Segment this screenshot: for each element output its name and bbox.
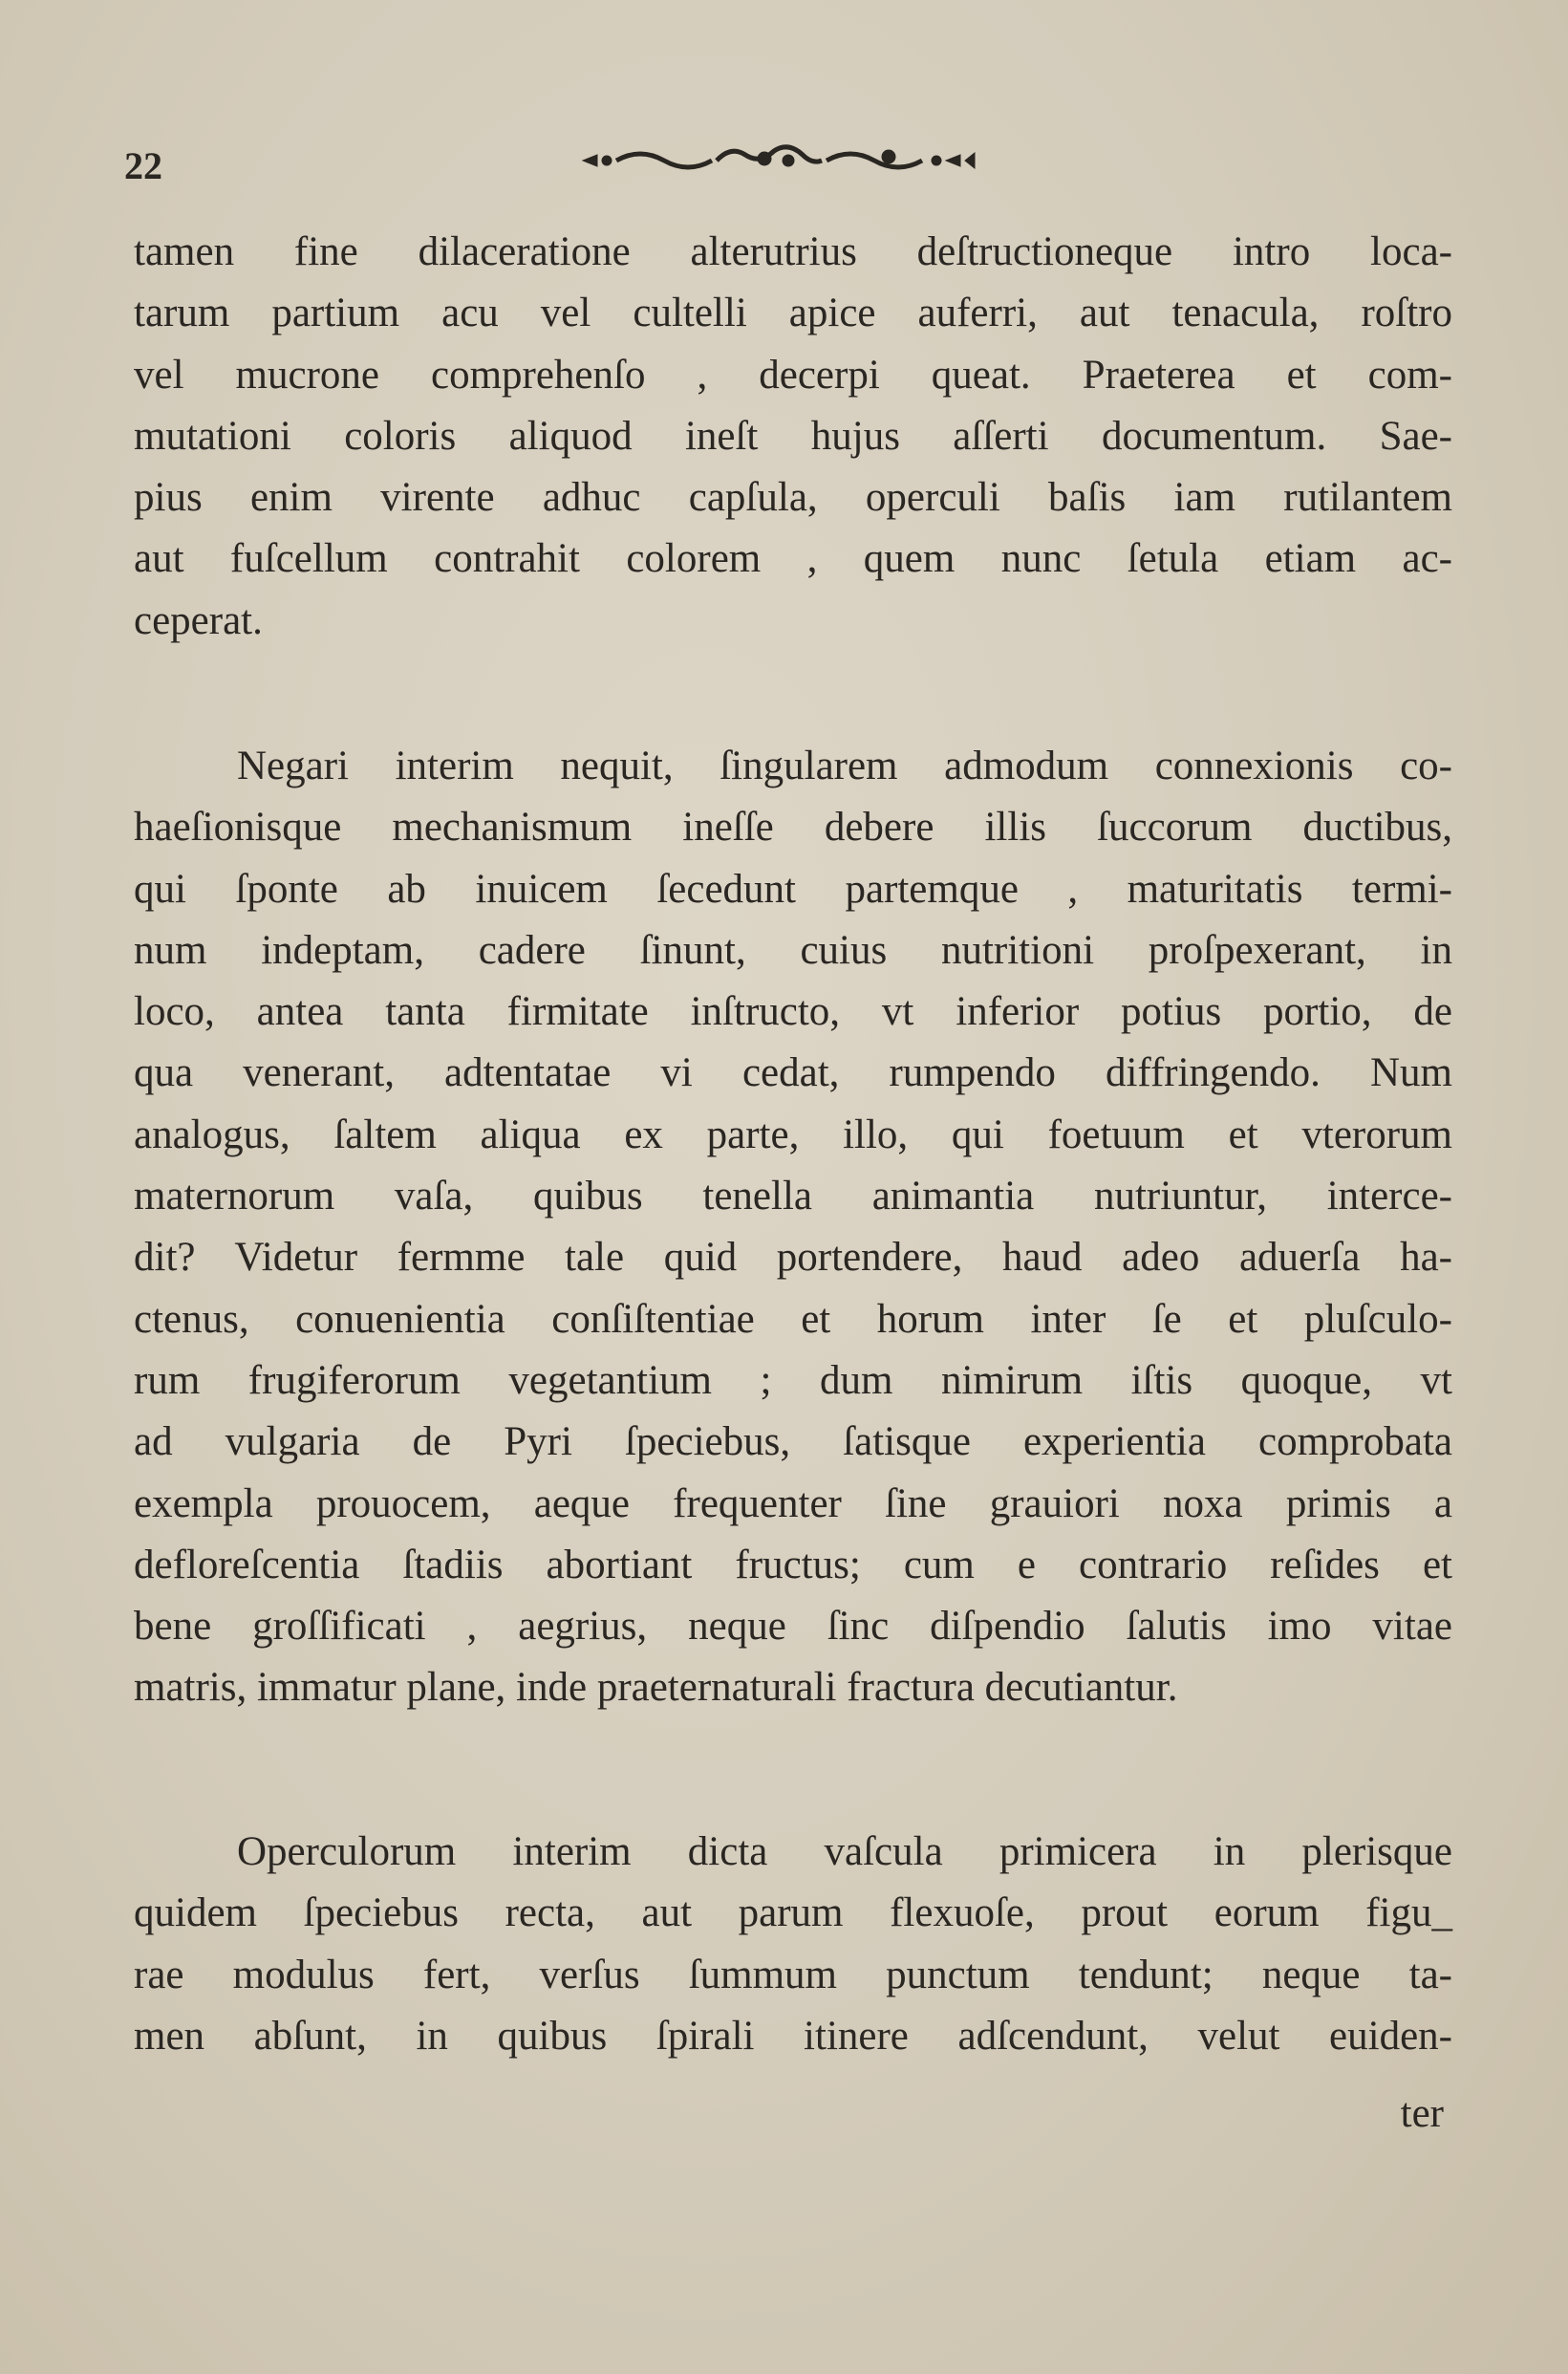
text-line: maternorum vaſa, quibus tenella animantia nutriuntur, interce- [134,1174,1452,1219]
text-line: analogus, ſaltem aliqua ex parte, illo, qui foetuum et vterorum [134,1111,1452,1157]
running-header [124,134,1443,191]
text-line: matris, immatur plane, inde praeternaturali fractura decutiantur. [134,1665,1178,1711]
paragraph-3 [134,1822,1452,2067]
text-line: exempla prouocem, aeque frequenter ſine grauiori noxa primis a [134,1480,1452,1526]
text-line: qua venerant, adtentatae vi cedat, rumpendo diffringendo. Num [134,1050,1452,1096]
text-line: ctenus, conuenientia conſiſtentiae et horum inter ſe et pluſculo- [134,1296,1452,1342]
text-line: bene groſſificati , aegrius, neque ſinc diſpendio ſalutis imo vitae [134,1604,1452,1650]
text-line: tarum partium acu vel cultelli apice auferri, aut tenacula, roſtro [134,291,1452,336]
text-line: aut fuſcellum contrahit colorem , quem nunc ſetula etiam ac- [134,536,1452,582]
paragraph-1 [134,222,1452,652]
text-line: men abſunt, in quibus ſpirali itinere adſcendunt, velut euiden- [134,2013,1452,2059]
text-line: qui ſponte ab inuicem ſecedunt partemque , maturitatis termi- [134,866,1452,912]
text-line: dit? Videtur fermme tale quid portendere, haud adeo aduerſa ha- [134,1235,1452,1281]
text-line: mutationi coloris aliquod ineſt hujus aſſerti documentum. Sae- [134,413,1452,459]
text-line: Operculorum interim dicta vaſcula primicera in plerisque [237,1829,1452,1874]
text-line: pius enim virente adhuc capſula, operculi baſis iam rutilantem [134,475,1452,521]
text-line: haeſionisque mechanismum ineſſe debere illis ſuccorum ductibus, [134,805,1452,851]
text-line: vel mucrone comprehenſo , decerpi queat. Praeterea et com- [134,352,1452,398]
text-line: defloreſcentia ſtadiis abortiant fructus; cum e contrario reſides et [134,1542,1452,1587]
text-line: num indeptam, cadere ſinunt, cuius nutritioni proſpexerant, in [134,927,1452,973]
paragraph-2 [134,736,1452,1719]
text-line: tamen fine dilaceratione alterutrius deſtructioneque intro loca- [134,229,1452,274]
catchword: ter [1400,2091,1444,2136]
text-line: loco, antea tanta firmitate inſtructo, vt inferior potius portio, de [134,989,1452,1035]
text-line: rae modulus fert, verſus ſummum punctum tendunt; neque ta- [134,1952,1452,1997]
printer-ornament-icon [573,141,984,180]
text-line: Negari interim nequit, ſingularem admodum connexionis co- [237,744,1452,788]
page-number: 22 [124,144,162,187]
text-line: rum frugiferorum vegetantium ; dum nimirum iſtis quoque, vt [134,1357,1452,1403]
text-line: quidem ſpeciebus recta, aut parum flexuoſe, prout eorum figu_ [134,1890,1452,1936]
text-line: ceperat. [134,597,263,643]
text-line: ad vulgaria de Pyri ſpeciebus, ſatisque experientia comprobata [134,1419,1452,1465]
